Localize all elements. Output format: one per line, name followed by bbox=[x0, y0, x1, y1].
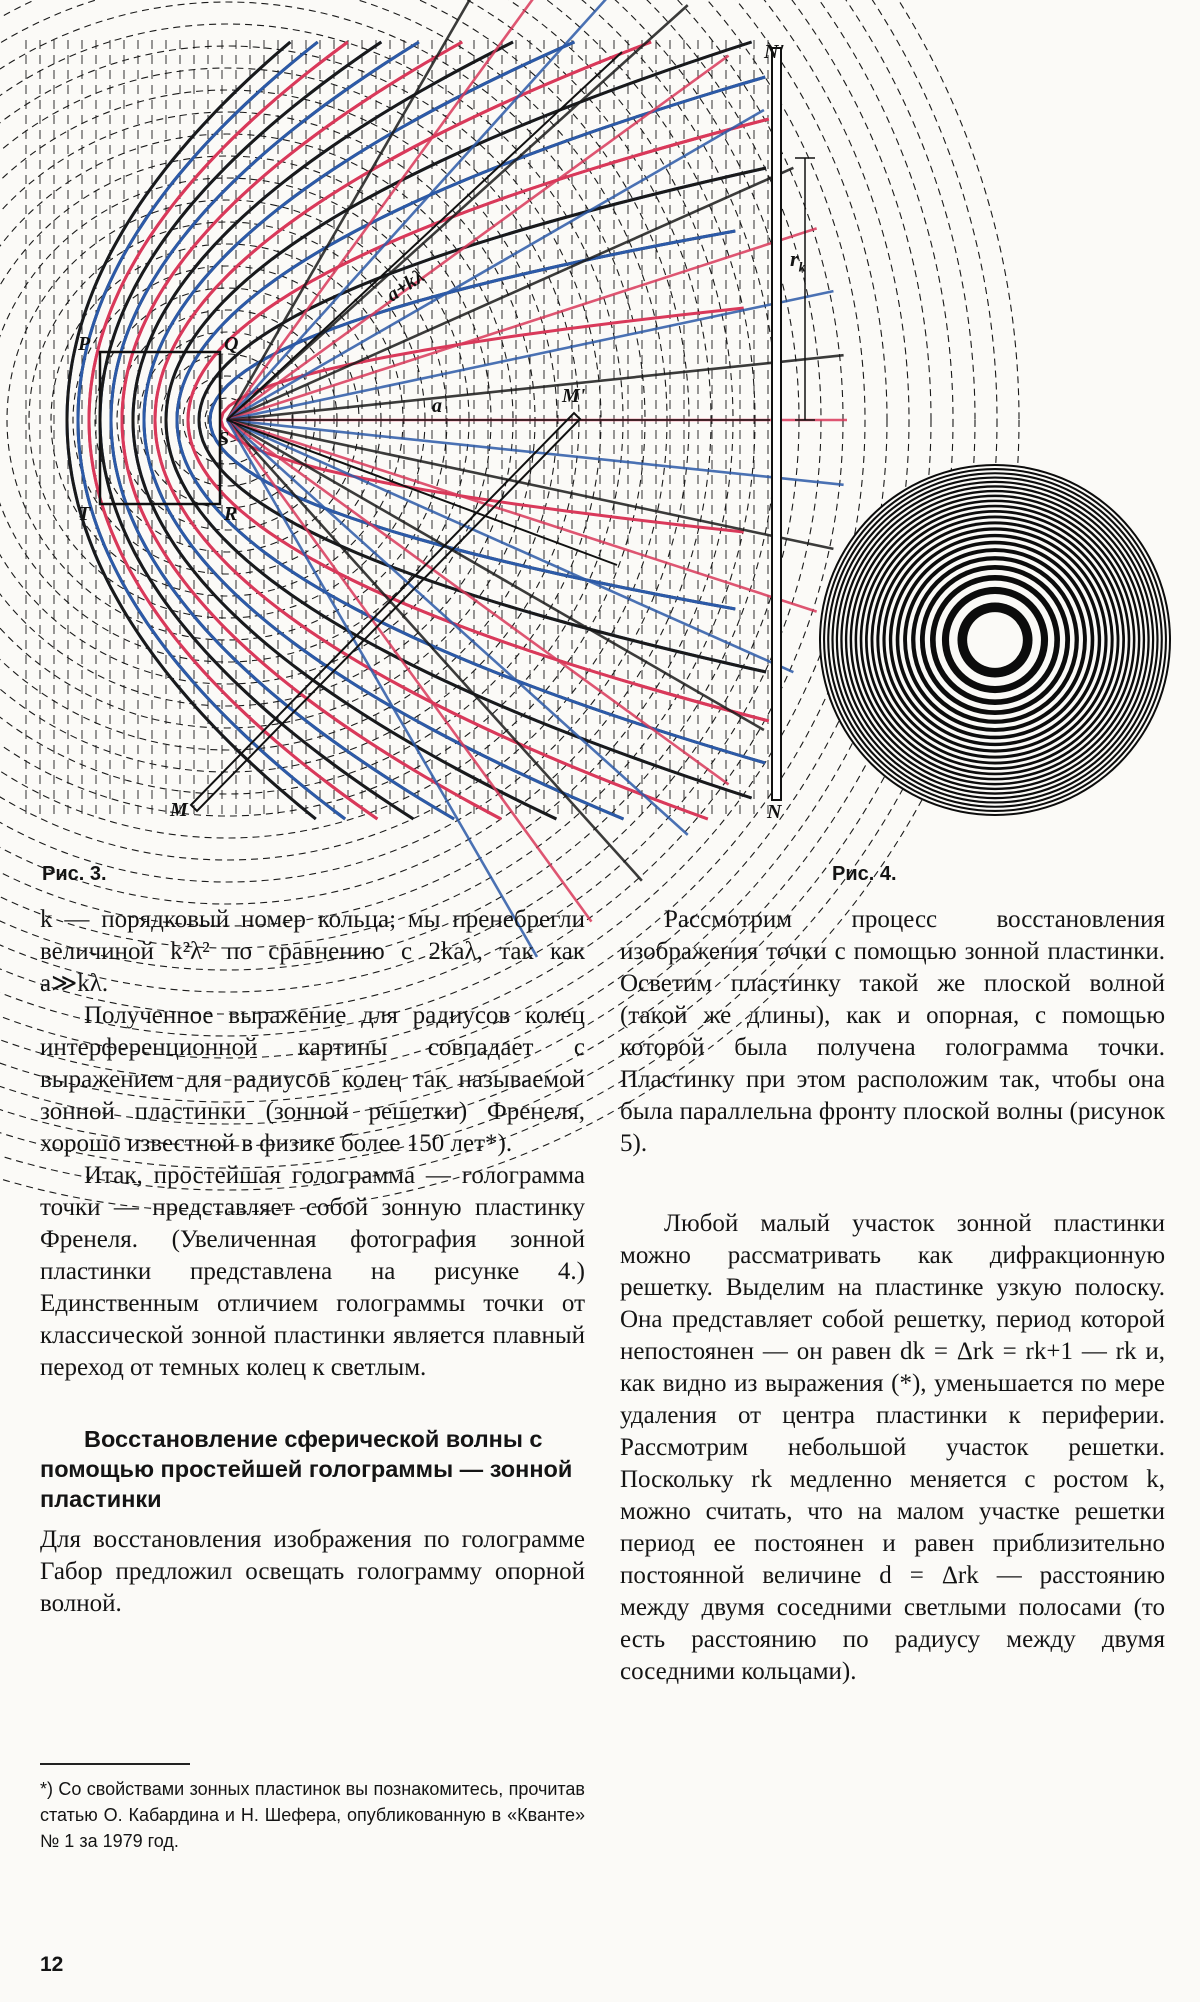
interference-ray bbox=[227, 228, 817, 420]
interference-ray bbox=[227, 420, 833, 549]
line-s-to-nprime-upper bbox=[227, 52, 622, 420]
paragraph: k — порядковый номер кольца; мы пренебрегли величиной k²λ² по сравнению с 2kaλ, так как a≫kλ. bbox=[40, 906, 585, 997]
interference-ray bbox=[227, 420, 764, 730]
label-q: Q bbox=[224, 333, 239, 355]
interference-ray bbox=[227, 420, 688, 835]
figure-3-caption: Рис. 3. bbox=[42, 863, 107, 885]
interference-ray bbox=[227, 420, 642, 881]
label-m: M bbox=[170, 799, 188, 821]
figure-3-interference-diagram bbox=[22, 40, 784, 823]
label-p: P bbox=[78, 333, 91, 355]
interference-curve bbox=[144, 42, 624, 819]
wavefront-circle bbox=[0, 0, 777, 970]
interference-ray bbox=[227, 420, 591, 922]
section-heading: Восстановление сферической волны с помощью простейшей голограммы — зонной пластинки bbox=[40, 1426, 573, 1512]
left-column bbox=[40, 904, 585, 1620]
label-t: T bbox=[78, 503, 91, 525]
label-r: R bbox=[224, 503, 238, 525]
wavefront-circle bbox=[0, 0, 843, 1036]
label-a-plus-k-lambda: a+kλ bbox=[382, 265, 429, 307]
footnote: *) Со свойствами зонных пластинок вы познакомитесь, прочитав статью О. Кабардина и Н. Шефера, опубликованную в «Кванте» № 1 за 1979 год. bbox=[40, 1779, 585, 1851]
page-number: 12 bbox=[40, 1953, 64, 1976]
label-s: S bbox=[218, 428, 230, 450]
zone-center bbox=[967, 612, 1023, 668]
label-mprime: M' bbox=[562, 385, 586, 407]
plate-n-nprime bbox=[772, 48, 781, 800]
label-a: a bbox=[432, 395, 442, 417]
wavefront-circle bbox=[0, 0, 711, 904]
interference-ray bbox=[227, 420, 817, 612]
interference-ray bbox=[227, 110, 764, 420]
paragraph: Для восстановления изображения по голограмме Габор предложил освещать голограмму опорной волной. bbox=[40, 1526, 585, 1617]
figure-4-zone-plate bbox=[815, 460, 1175, 820]
paragraph: Любой малый участок зонной пластинки можно рассматривать как дифракционную решетку. Выделим на пластинке узкую полоску. Она представляет собой решетку, период которой непостоянен — он равен dk = Δrk = rk+1 — rk и, как видно из выражения (*), уменьшается по мере удаления от центра пластинки к периферии. Рассмотрим небольшой участок решетки. Поскольку rk медленно меняется с ростом k, можно считать, что на малом участке решетки период ее постоянен и равен приблизительно постоянной величине d = Δrk — расстоянию между двумя соседними светлыми полосами (то есть расстоянию по радиусу между двумя соседними кольцами). bbox=[620, 1210, 1165, 1685]
label-rk: $r_k$ bbox=[790, 246, 806, 276]
paragraph: Итак, простейшая голограмма — голограмма точки — представляет собой зонную пластинку Френеля. (Увеличенная фотография зонной пластинки представлена на рисунке 4.) Единственным отличием голограммы точки от классической зонной пластинки является плавный переход от темных колец к светлым. bbox=[40, 1162, 585, 1381]
label-n: N bbox=[767, 801, 782, 823]
footnote-rule bbox=[40, 1763, 190, 1765]
label-nprime: N' bbox=[764, 41, 784, 63]
paragraph: Полученное выражение для радиусов колец интерференционной картины совпадает с выражением для радиусов колец так называемой зонной пластинки (зонной решетки) Френеля, хорошо известной в физике более 150 лет*). bbox=[40, 1002, 585, 1157]
interference-ray bbox=[227, 5, 688, 420]
figure-4-caption: Рис. 4. bbox=[832, 863, 897, 885]
paragraph: Рассмотрим процесс восстановления изображения точки с помощью зонной пластинки. Осветим пластинку такой же плоской волной (такой же длины), как и опорная, с помощью которой была получена голограмма точки. Пластинку при этом расположим так, чтобы она была параллельна фронту плоской волны (рисунок 5). bbox=[620, 906, 1165, 1157]
right-column bbox=[620, 904, 1165, 1688]
